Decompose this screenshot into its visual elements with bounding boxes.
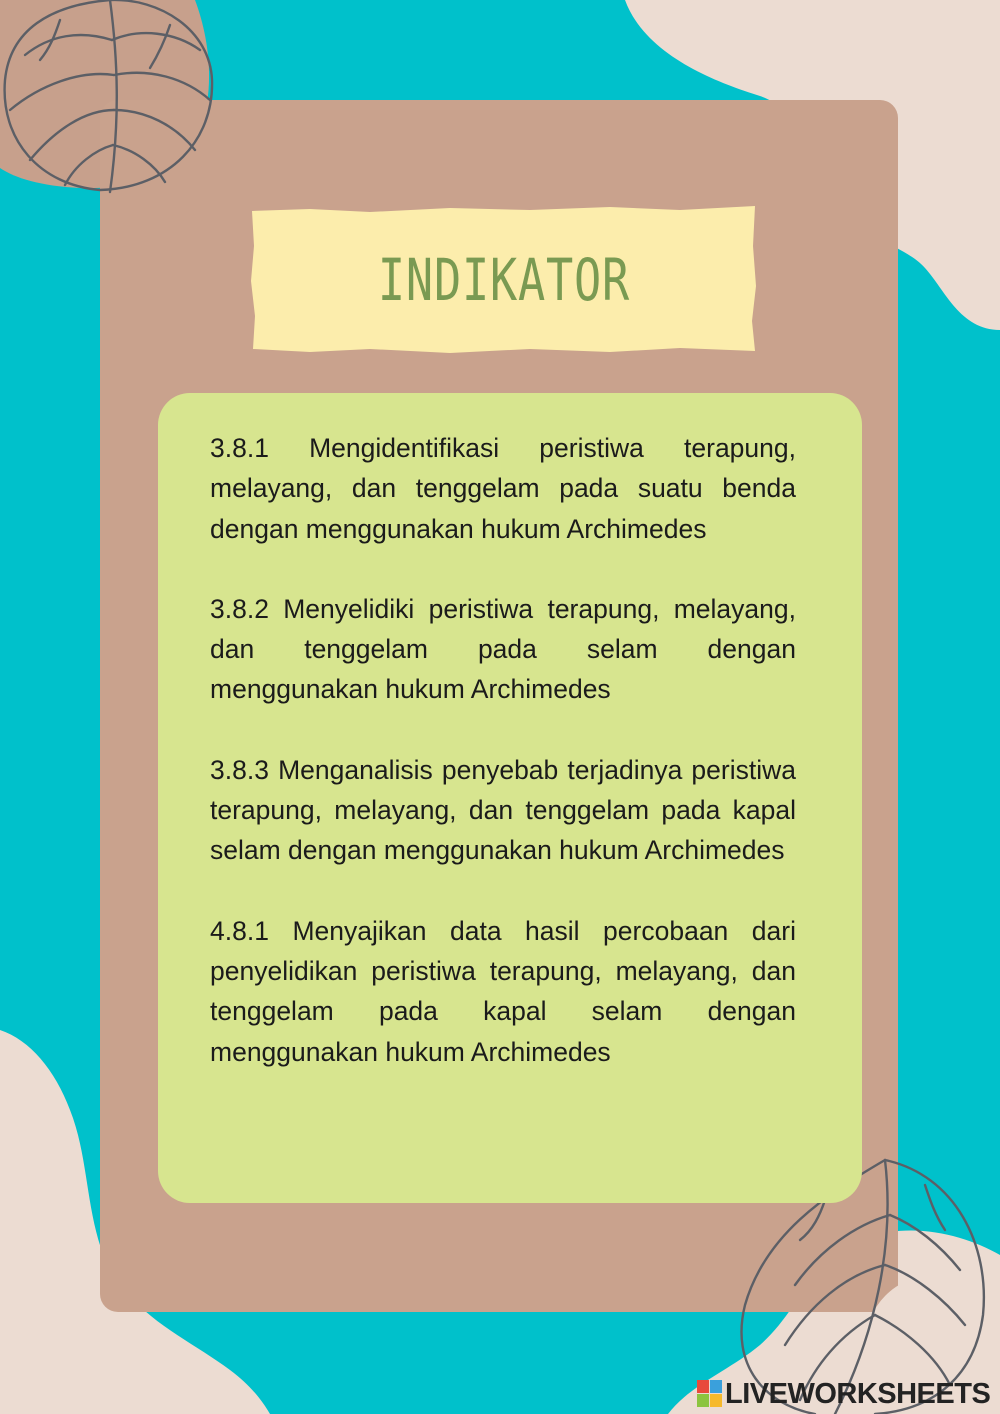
- monstera-leaf-icon: [0, 0, 230, 200]
- indicator-item: 3.8.1 Mengidentifikasi peristiwa terapung, melayang, dan tenggelam pada suatu benda dengan menggunakan hukum Archimedes: [210, 433, 796, 544]
- title-banner: [250, 206, 758, 354]
- liveworksheets-logo-icon: [697, 1380, 723, 1408]
- liveworksheets-watermark: [697, 1378, 990, 1410]
- indicator-item: 4.8.1 Menyajikan data hasil percobaan dari penyelidikan peristiwa terapung, melayang, dan tenggelam pada kapal selam dengan menggunakan hukum Archimedes: [210, 915, 796, 1067]
- indicator-item: 3.8.2 Menyelidiki peristiwa terapung, melayang, dan tenggelam pada selam dengan menggunakan hukum Archimedes: [210, 593, 796, 705]
- watermark-text: LIVEWORKSHEETS: [725, 1377, 991, 1410]
- indicator-list: [210, 428, 796, 1112]
- page-title: INDIKATOR: [377, 246, 631, 314]
- indicator-item: 3.8.3 Menganalisis penyebab terjadinya peristiwa terapung, melayang, dan tenggelam pada kapal selam dengan menggunakan hukum Archimedes: [210, 754, 796, 866]
